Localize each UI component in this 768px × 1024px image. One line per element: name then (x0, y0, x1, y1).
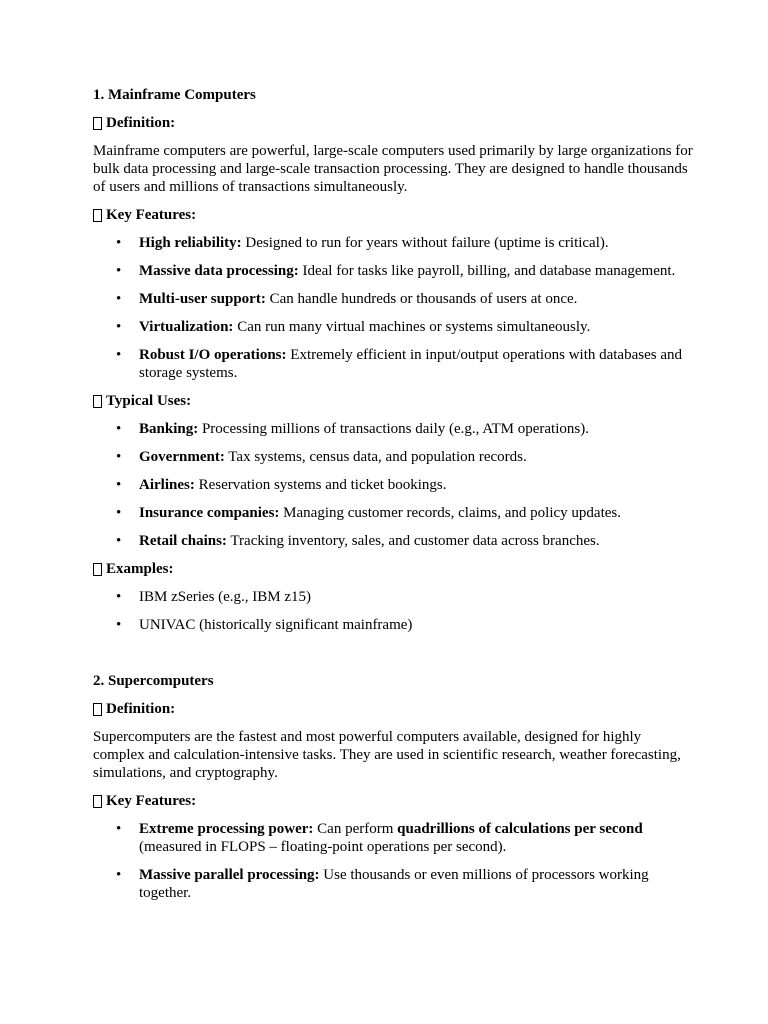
item-label: Government: (139, 449, 225, 465)
section-title-mainframe: 1. Mainframe Computers (93, 87, 256, 103)
item-text: Tax systems, census data, and population records. (224, 449, 527, 465)
item-label: Insurance companies: (139, 505, 280, 521)
item-label: Extreme processing power: (139, 821, 314, 837)
item-text: UNIVAC (historically significant mainframe) (139, 617, 413, 633)
subheading-label: Definition: (106, 115, 176, 131)
list-item (93, 588, 693, 606)
subheading-definition (93, 114, 693, 132)
item-text: Can run many virtual machines or systems simultaneously. (233, 319, 591, 335)
definition-paragraph: Mainframe computers are powerful, large-scale computers used primarily by large organizations for bulk data processing and large-scale transaction processing. They are designed to handle thousands of users and millions of transactions simultaneously. (93, 143, 693, 195)
bullet: • (116, 263, 122, 279)
bullet: • (116, 505, 122, 521)
bullet: • (116, 291, 122, 307)
bullet: • (116, 821, 122, 837)
missing-glyph-icon (93, 395, 102, 408)
subheading-label: Definition: (106, 701, 176, 717)
item-label: Retail chains: (139, 533, 227, 549)
list-item (93, 820, 693, 856)
list-item (93, 504, 693, 522)
item-text: Processing millions of transactions daily (e.g., ATM operations). (198, 421, 589, 437)
subheading-label: Key Features: (106, 207, 197, 223)
item-text: Ideal for tasks like payroll, billing, and database management. (298, 263, 676, 279)
item-text: Managing customer records, claims, and policy updates. (279, 505, 621, 521)
item-text: Can perform (313, 821, 398, 837)
subheading-definition (93, 700, 693, 718)
missing-glyph-icon (93, 563, 102, 576)
document-page (93, 86, 693, 902)
typical-uses-list (93, 420, 693, 550)
item-label: Massive data processing: (139, 263, 299, 279)
list-item (93, 346, 693, 382)
missing-glyph-icon (93, 795, 102, 808)
key-features-list (93, 234, 693, 382)
subheading-typical-uses (93, 392, 693, 410)
missing-glyph-icon (93, 117, 102, 130)
bullet: • (116, 617, 122, 633)
subheading-key-features (93, 792, 693, 810)
item-text: Tracking inventory, sales, and customer data across branches. (226, 533, 600, 549)
definition-paragraph: Supercomputers are the fastest and most powerful computers available, designed for highly complex and calculation-intensive tasks. They are used in scientific research, weather forecasting, simulations, and cryptography. (93, 729, 681, 781)
subheading-key-features (93, 206, 693, 224)
key-features-list (93, 820, 693, 902)
list-item (93, 262, 693, 280)
bullet: • (116, 477, 122, 493)
bullet: • (116, 319, 122, 335)
list-item (93, 532, 693, 550)
list-item (93, 448, 693, 466)
item-label: Massive parallel processing: (139, 867, 320, 883)
list-item (93, 234, 693, 252)
list-item (93, 616, 693, 634)
bullet: • (116, 421, 122, 437)
list-item (93, 420, 693, 438)
bullet: • (116, 449, 122, 465)
list-item (93, 318, 693, 336)
subheading-label: Key Features: (106, 793, 197, 809)
bullet: • (116, 533, 122, 549)
section-spacer (93, 634, 693, 654)
item-text: Reservation systems and ticket bookings. (194, 477, 447, 493)
item-label: Multi-user support: (139, 291, 266, 307)
missing-glyph-icon (93, 209, 102, 222)
section-title-supercomputers: 2. Supercomputers (93, 673, 214, 689)
subheading-label: Examples: (106, 561, 174, 577)
bullet: • (116, 589, 122, 605)
item-label: Airlines: (139, 477, 195, 493)
item-emphasis: quadrillions of calculations per second (397, 821, 643, 837)
bullet: • (116, 347, 122, 363)
list-item (93, 866, 693, 902)
subheading-label: Typical Uses: (106, 393, 192, 409)
examples-list (93, 588, 693, 634)
bullet: • (116, 867, 122, 883)
item-label: High reliability: (139, 235, 242, 251)
item-text: (measured in FLOPS – floating-point operations per second). (139, 839, 507, 855)
item-text: Extremely efficient in input/output operations with databases and storage systems. (139, 347, 682, 381)
item-label: Banking: (139, 421, 199, 437)
bullet: • (116, 235, 122, 251)
item-label: Robust I/O operations: (139, 347, 287, 363)
item-text: Can handle hundreds or thousands of users at once. (265, 291, 578, 307)
item-text: Use thousands or even millions of processors working together. (139, 867, 649, 901)
item-text: IBM zSeries (e.g., IBM z15) (139, 589, 312, 605)
list-item (93, 476, 693, 494)
list-item (93, 290, 693, 308)
item-text: Designed to run for years without failure (uptime is critical). (241, 235, 609, 251)
item-label: Virtualization: (139, 319, 234, 335)
missing-glyph-icon (93, 703, 102, 716)
subheading-examples (93, 560, 693, 578)
